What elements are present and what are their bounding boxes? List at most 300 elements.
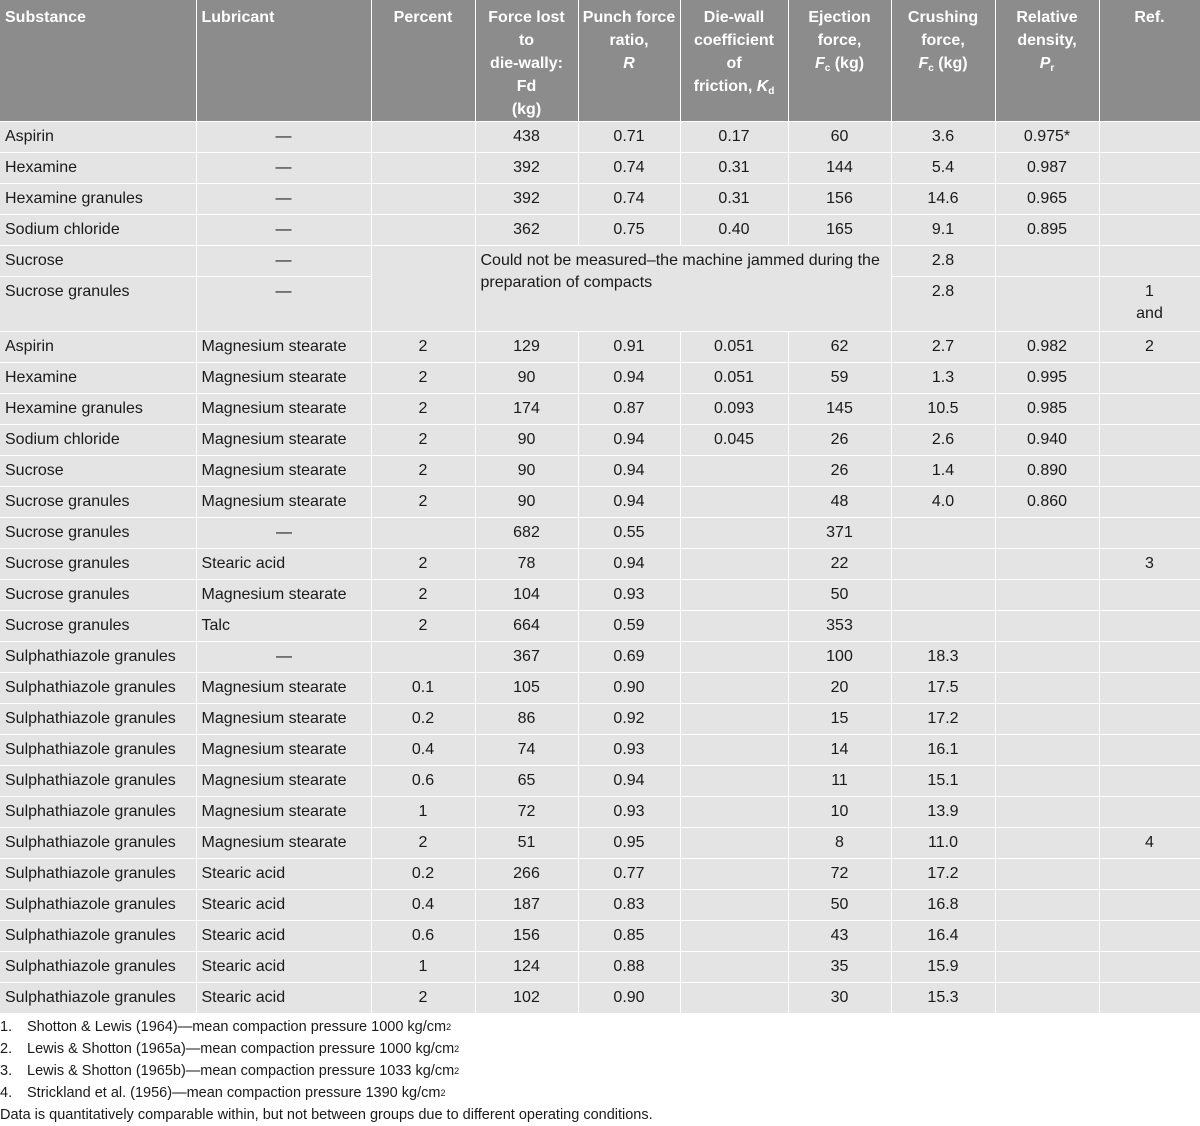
cell-density	[995, 952, 1099, 983]
cell-lubricant: Stearic acid	[196, 859, 371, 890]
cell-ref: 2	[1099, 332, 1200, 363]
header-die-wall-friction: Die-wall coefficient of friction, $K_d$	[680, 0, 788, 122]
cell-ejection: 15	[788, 704, 891, 735]
table-row	[0, 673, 1200, 704]
cell-lubricant: Magnesium stearate	[196, 394, 371, 425]
cell-density	[995, 983, 1099, 1014]
cell-friction: 0.31	[680, 153, 788, 184]
cell-punch-ratio: 0.74	[578, 153, 680, 184]
cell-percent: 2	[371, 394, 475, 425]
cell-lubricant: Magnesium stearate	[196, 487, 371, 518]
cell-lubricant: —	[196, 153, 371, 184]
cell-ejection: 8	[788, 828, 891, 859]
header-ejection-force: Ejection force, $F_c$ (kg)	[788, 0, 891, 122]
table-row	[0, 797, 1200, 828]
cell-ref	[1099, 890, 1200, 921]
cell-ejection: 156	[788, 184, 891, 215]
cell-crushing: 1.4	[891, 456, 995, 487]
cell-percent	[371, 642, 475, 673]
cell-friction	[680, 766, 788, 797]
cell-percent: 1	[371, 797, 475, 828]
header-lubricant: Lubricant	[196, 0, 371, 122]
cell-punch-ratio: 0.92	[578, 704, 680, 735]
cell-friction	[680, 983, 788, 1014]
cell-force-lost: 124	[475, 952, 578, 983]
cell-friction: 0.051	[680, 363, 788, 394]
cell-friction: 0.045	[680, 425, 788, 456]
cell-friction	[680, 611, 788, 642]
cell-ejection: 100	[788, 642, 891, 673]
cell-ref: 4	[1099, 828, 1200, 859]
cell-ejection: 22	[788, 549, 891, 580]
cell-ref	[1099, 122, 1200, 153]
cell-punch-ratio: 0.75	[578, 215, 680, 246]
cell-lubricant: Talc	[196, 611, 371, 642]
cell-substance: Sucrose	[0, 246, 196, 277]
cell-punch-ratio: 0.93	[578, 797, 680, 828]
cell-density	[995, 642, 1099, 673]
cell-density	[995, 549, 1099, 580]
cell-punch-ratio: 0.94	[578, 766, 680, 797]
header-percent: Percent	[371, 0, 475, 122]
cell-ref	[1099, 184, 1200, 215]
cell-density: 0.895	[995, 215, 1099, 246]
cell-density	[995, 673, 1099, 704]
cell-force-lost: 174	[475, 394, 578, 425]
cell-friction	[680, 952, 788, 983]
cell-substance: Sulphathiazole granules	[0, 890, 196, 921]
cell-substance: Sucrose granules	[0, 580, 196, 611]
footnote-item: 2. Lewis & Shotton (1965a)—mean compaction pressure 1000 kg/cm 2	[0, 1041, 460, 1057]
cell-percent	[371, 246, 475, 332]
cell-lubricant: —	[196, 184, 371, 215]
cell-density: 0.982	[995, 332, 1099, 363]
cell-ref	[1099, 518, 1200, 549]
cell-ejection: 353	[788, 611, 891, 642]
cell-lubricant: Stearic acid	[196, 983, 371, 1014]
cell-punch-ratio: 0.77	[578, 859, 680, 890]
cell-percent	[371, 153, 475, 184]
cell-percent: 2	[371, 487, 475, 518]
table-row	[0, 921, 1200, 952]
cell-crushing: 3.6	[891, 122, 995, 153]
cell-crushing: 15.3	[891, 983, 995, 1014]
cell-friction: 0.051	[680, 332, 788, 363]
cell-ref	[1099, 642, 1200, 673]
cell-ejection: 144	[788, 153, 891, 184]
cell-punch-ratio: 0.90	[578, 983, 680, 1014]
cell-crushing: 17.2	[891, 859, 995, 890]
cell-ref	[1099, 704, 1200, 735]
cell-punch-ratio: 0.69	[578, 642, 680, 673]
cell-ejection: 50	[788, 890, 891, 921]
cell-ejection: 26	[788, 425, 891, 456]
cell-ejection: 48	[788, 487, 891, 518]
cell-ref	[1099, 363, 1200, 394]
cell-ejection: 11	[788, 766, 891, 797]
cell-percent	[371, 122, 475, 153]
cell-force-lost: 86	[475, 704, 578, 735]
cell-density: 0.985	[995, 394, 1099, 425]
cell-ref	[1099, 487, 1200, 518]
table-row	[0, 363, 1200, 394]
cell-punch-ratio: 0.94	[578, 549, 680, 580]
cell-lubricant: Stearic acid	[196, 952, 371, 983]
cell-substance: Aspirin	[0, 332, 196, 363]
cell-percent: 2	[371, 363, 475, 394]
cell-punch-ratio: 0.94	[578, 363, 680, 394]
table-row	[0, 828, 1200, 859]
cell-force-lost: 367	[475, 642, 578, 673]
cell-ref	[1099, 394, 1200, 425]
cell-ref	[1099, 797, 1200, 828]
cell-crushing	[891, 518, 995, 549]
cell-friction	[680, 890, 788, 921]
cell-density	[995, 797, 1099, 828]
cell-lubricant: Magnesium stearate	[196, 363, 371, 394]
table-row	[0, 611, 1200, 642]
header-punch-force-ratio: Punch force ratio, R	[578, 0, 680, 122]
cell-ref	[1099, 983, 1200, 1014]
cell-density	[995, 735, 1099, 766]
cell-percent: 2	[371, 425, 475, 456]
cell-force-lost: 90	[475, 425, 578, 456]
table-row	[0, 580, 1200, 611]
cell-crushing: 16.8	[891, 890, 995, 921]
cell-crushing	[891, 611, 995, 642]
cell-density	[995, 766, 1099, 797]
cell-crushing: 1.3	[891, 363, 995, 394]
cell-ejection: 14	[788, 735, 891, 766]
cell-ejection: 26	[788, 456, 891, 487]
cell-crushing: 9.1	[891, 215, 995, 246]
cell-lubricant: Magnesium stearate	[196, 673, 371, 704]
cell-crushing: 2.6	[891, 425, 995, 456]
cell-percent	[371, 184, 475, 215]
cell-measurement-note: Could not be measured–the machine jammed during the preparation of compacts	[475, 246, 891, 332]
cell-ref: 1 and	[1099, 277, 1200, 332]
cell-ref	[1099, 952, 1200, 983]
cell-crushing	[891, 549, 995, 580]
header-ref: Ref.	[1099, 0, 1200, 122]
cell-friction: 0.17	[680, 122, 788, 153]
cell-ejection: 59	[788, 363, 891, 394]
cell-punch-ratio: 0.93	[578, 580, 680, 611]
cell-substance: Hexamine	[0, 363, 196, 394]
cell-punch-ratio: 0.85	[578, 921, 680, 952]
cell-substance: Sucrose granules	[0, 277, 196, 332]
table-row	[0, 184, 1200, 215]
table-row	[0, 518, 1200, 549]
cell-crushing: 17.5	[891, 673, 995, 704]
cell-friction	[680, 673, 788, 704]
table-row	[0, 246, 1200, 277]
table-row	[0, 735, 1200, 766]
cell-lubricant: Magnesium stearate	[196, 456, 371, 487]
cell-force-lost: 438	[475, 122, 578, 153]
cell-force-lost: 78	[475, 549, 578, 580]
cell-substance: Sulphathiazole granules	[0, 952, 196, 983]
cell-friction	[680, 921, 788, 952]
header-relative-density: Relative density, $P_r$	[995, 0, 1099, 122]
cell-ejection: 62	[788, 332, 891, 363]
cell-substance: Sulphathiazole granules	[0, 797, 196, 828]
cell-force-lost: 156	[475, 921, 578, 952]
cell-punch-ratio: 0.94	[578, 487, 680, 518]
cell-ref	[1099, 153, 1200, 184]
cell-substance: Sucrose granules	[0, 611, 196, 642]
cell-density	[995, 921, 1099, 952]
cell-density	[995, 828, 1099, 859]
table-row	[0, 952, 1200, 983]
cell-density: 0.890	[995, 456, 1099, 487]
cell-ref	[1099, 735, 1200, 766]
cell-density: 0.860	[995, 487, 1099, 518]
cell-punch-ratio: 0.90	[578, 673, 680, 704]
cell-substance: Sulphathiazole granules	[0, 921, 196, 952]
table-footnotes	[0, 1016, 1200, 1126]
table-row	[0, 425, 1200, 456]
cell-crushing: 17.2	[891, 704, 995, 735]
cell-substance: Aspirin	[0, 122, 196, 153]
cell-friction	[680, 735, 788, 766]
footnote-item: 3. Lewis & Shotton (1965b)—mean compaction pressure 1033 kg/cm 2	[0, 1063, 460, 1079]
cell-percent	[371, 518, 475, 549]
cell-substance: Sulphathiazole granules	[0, 642, 196, 673]
cell-force-lost: 362	[475, 215, 578, 246]
header-crushing-force: Crushing force, $F_c$ (kg)	[891, 0, 995, 122]
cell-crushing: 2.7	[891, 332, 995, 363]
cell-substance: Sulphathiazole granules	[0, 828, 196, 859]
cell-force-lost: 664	[475, 611, 578, 642]
cell-substance: Sulphathiazole granules	[0, 859, 196, 890]
cell-crushing: 5.4	[891, 153, 995, 184]
cell-lubricant: —	[196, 277, 371, 332]
table-row	[0, 983, 1200, 1014]
cell-punch-ratio: 0.55	[578, 518, 680, 549]
cell-percent: 0.4	[371, 890, 475, 921]
table-row	[0, 642, 1200, 673]
cell-force-lost: 51	[475, 828, 578, 859]
cell-percent: 0.2	[371, 704, 475, 735]
cell-lubricant: Magnesium stearate	[196, 580, 371, 611]
table-row	[0, 153, 1200, 184]
cell-substance: Sulphathiazole granules	[0, 735, 196, 766]
cell-substance: Hexamine granules	[0, 394, 196, 425]
cell-ref	[1099, 580, 1200, 611]
cell-percent: 0.6	[371, 921, 475, 952]
cell-density: 0.987	[995, 153, 1099, 184]
cell-ref	[1099, 921, 1200, 952]
cell-punch-ratio: 0.91	[578, 332, 680, 363]
cell-percent: 1	[371, 952, 475, 983]
cell-friction	[680, 580, 788, 611]
cell-percent: 2	[371, 828, 475, 859]
cell-substance: Hexamine granules	[0, 184, 196, 215]
cell-lubricant: —	[196, 215, 371, 246]
cell-substance: Sulphathiazole granules	[0, 983, 196, 1014]
cell-percent: 2	[371, 580, 475, 611]
cell-punch-ratio: 0.93	[578, 735, 680, 766]
table-row	[0, 766, 1200, 797]
cell-density	[995, 277, 1099, 332]
cell-punch-ratio: 0.83	[578, 890, 680, 921]
cell-density	[995, 611, 1099, 642]
cell-lubricant: —	[196, 642, 371, 673]
cell-ref	[1099, 246, 1200, 277]
cell-friction	[680, 487, 788, 518]
cell-lubricant: Stearic acid	[196, 890, 371, 921]
cell-crushing	[891, 580, 995, 611]
cell-percent: 2	[371, 611, 475, 642]
cell-ejection: 371	[788, 518, 891, 549]
cell-force-lost: 90	[475, 363, 578, 394]
cell-crushing: 15.1	[891, 766, 995, 797]
cell-density: 0.995	[995, 363, 1099, 394]
cell-crushing: 16.1	[891, 735, 995, 766]
cell-density: 0.940	[995, 425, 1099, 456]
table-row	[0, 332, 1200, 363]
cell-ejection: 145	[788, 394, 891, 425]
cell-friction	[680, 704, 788, 735]
cell-crushing: 10.5	[891, 394, 995, 425]
cell-lubricant: Magnesium stearate	[196, 797, 371, 828]
cell-substance: Sucrose granules	[0, 487, 196, 518]
cell-substance: Sulphathiazole granules	[0, 673, 196, 704]
cell-punch-ratio: 0.95	[578, 828, 680, 859]
footnote-comparability: Data is quantitatively comparable within, but not between groups due to different operating conditions.	[0, 1107, 653, 1123]
cell-lubricant: Magnesium stearate	[196, 828, 371, 859]
cell-substance: Sodium chloride	[0, 215, 196, 246]
table-header	[0, 0, 1200, 122]
cell-percent: 2	[371, 456, 475, 487]
cell-force-lost: 90	[475, 487, 578, 518]
table-row	[0, 122, 1200, 153]
cell-density	[995, 859, 1099, 890]
cell-crushing: 4.0	[891, 487, 995, 518]
cell-ref	[1099, 766, 1200, 797]
cell-ejection: 60	[788, 122, 891, 153]
cell-friction	[680, 642, 788, 673]
cell-percent: 2	[371, 332, 475, 363]
cell-force-lost: 104	[475, 580, 578, 611]
cell-crushing: 11.0	[891, 828, 995, 859]
cell-crushing: 13.9	[891, 797, 995, 828]
cell-substance: Sucrose granules	[0, 549, 196, 580]
footnote-item: 4. Strickland et al. (1956)—mean compaction pressure 1390 kg/cm 2	[0, 1085, 446, 1101]
cell-substance: Sucrose	[0, 456, 196, 487]
cell-force-lost: 72	[475, 797, 578, 828]
cell-lubricant: —	[196, 122, 371, 153]
cell-punch-ratio: 0.87	[578, 394, 680, 425]
cell-substance: Sodium chloride	[0, 425, 196, 456]
cell-density	[995, 890, 1099, 921]
cell-crushing: 15.9	[891, 952, 995, 983]
cell-percent: 2	[371, 983, 475, 1014]
cell-substance: Sulphathiazole granules	[0, 704, 196, 735]
cell-friction	[680, 518, 788, 549]
cell-friction: 0.093	[680, 394, 788, 425]
cell-percent: 0.2	[371, 859, 475, 890]
cell-ref: 3	[1099, 549, 1200, 580]
cell-force-lost: 90	[475, 456, 578, 487]
cell-ejection: 10	[788, 797, 891, 828]
cell-crushing: 18.3	[891, 642, 995, 673]
cell-crushing: 14.6	[891, 184, 995, 215]
cell-ejection: 30	[788, 983, 891, 1014]
cell-punch-ratio: 0.88	[578, 952, 680, 983]
header-substance: Substance	[0, 0, 196, 122]
cell-friction	[680, 828, 788, 859]
cell-lubricant: Stearic acid	[196, 921, 371, 952]
cell-lubricant: Magnesium stearate	[196, 704, 371, 735]
table-row	[0, 704, 1200, 735]
cell-density	[995, 246, 1099, 277]
table-row	[0, 215, 1200, 246]
cell-friction	[680, 456, 788, 487]
cell-percent: 2	[371, 549, 475, 580]
table-row	[0, 549, 1200, 580]
cell-ejection: 20	[788, 673, 891, 704]
cell-force-lost: 392	[475, 184, 578, 215]
cell-ejection: 35	[788, 952, 891, 983]
cell-punch-ratio: 0.71	[578, 122, 680, 153]
cell-substance: Sulphathiazole granules	[0, 766, 196, 797]
cell-percent: 0.6	[371, 766, 475, 797]
cell-density	[995, 704, 1099, 735]
cell-force-lost: 187	[475, 890, 578, 921]
cell-force-lost: 74	[475, 735, 578, 766]
cell-density: 0.965	[995, 184, 1099, 215]
cell-crushing: 2.8	[891, 246, 995, 277]
header-force-lost: Force lost to die-wally: Fd (kg)	[475, 0, 578, 122]
cell-percent: 0.4	[371, 735, 475, 766]
cell-friction	[680, 549, 788, 580]
cell-lubricant: —	[196, 518, 371, 549]
cell-ref	[1099, 456, 1200, 487]
cell-ref	[1099, 215, 1200, 246]
cell-lubricant: Magnesium stearate	[196, 766, 371, 797]
cell-density	[995, 518, 1099, 549]
cell-crushing: 16.4	[891, 921, 995, 952]
table-row	[0, 890, 1200, 921]
cell-ref	[1099, 611, 1200, 642]
cell-punch-ratio: 0.94	[578, 456, 680, 487]
cell-force-lost: 392	[475, 153, 578, 184]
cell-punch-ratio: 0.59	[578, 611, 680, 642]
cell-ejection: 72	[788, 859, 891, 890]
cell-substance: Sucrose granules	[0, 518, 196, 549]
cell-force-lost: 129	[475, 332, 578, 363]
cell-punch-ratio: 0.74	[578, 184, 680, 215]
cell-force-lost: 266	[475, 859, 578, 890]
cell-percent: 0.1	[371, 673, 475, 704]
cell-friction: 0.31	[680, 184, 788, 215]
cell-lubricant: Magnesium stearate	[196, 735, 371, 766]
cell-substance: Hexamine	[0, 153, 196, 184]
table-row	[0, 487, 1200, 518]
cell-friction	[680, 797, 788, 828]
cell-lubricant: —	[196, 246, 371, 277]
cell-ejection: 43	[788, 921, 891, 952]
cell-density: 0.975*	[995, 122, 1099, 153]
cell-ejection: 50	[788, 580, 891, 611]
footnote-item: 1. Shotton & Lewis (1964)—mean compaction pressure 1000 kg/cm 2	[0, 1019, 452, 1035]
cell-ref	[1099, 673, 1200, 704]
cell-force-lost: 682	[475, 518, 578, 549]
cell-ref	[1099, 425, 1200, 456]
cell-force-lost: 105	[475, 673, 578, 704]
